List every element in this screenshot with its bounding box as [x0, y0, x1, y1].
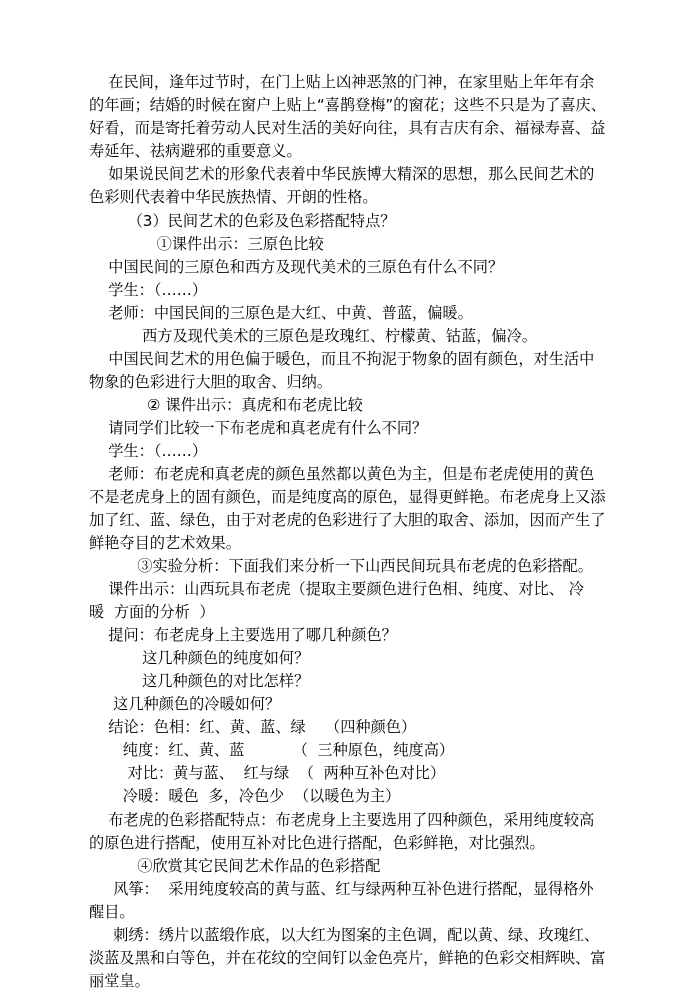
text-line: 刺绣：绣片以蓝缎作底，以大红为图案的主色调，配以黄、绿、玫瑰红、 — [89, 926, 600, 944]
text-line: 这几种颜色的纯度如何？ — [89, 649, 310, 667]
text-line: 的年画；结婚的时候在窗户上贴上“喜鹊登梅”的窗花；这些不只是为了喜庆、 — [89, 96, 606, 114]
text-line: 课件出示：山西玩具布老虎（提取主要颜色进行色相、纯度、对比、 冷 — [89, 580, 584, 598]
text-line: 这几种颜色的冷暖如何？ — [89, 695, 281, 713]
text-line: 风筝： 采用纯度较高的黄与蓝、红与绿两种互补色进行搭配，显得格外 — [89, 880, 594, 898]
text-line: 醒目。 — [89, 903, 135, 921]
text-line: 丽堂皇。 — [89, 972, 150, 990]
text-line: 不是老虎身上的固有颜色，而是纯度高的原色，显得更鲜艳。布老虎身上又添 — [89, 488, 606, 506]
text-line: 暖 方面的分析 ） — [89, 603, 215, 621]
text-line: 物象的色彩进行大胆的取舍、归纳。 — [89, 373, 332, 391]
text-line: 寿延年、祛病避邪的重要意义。 — [89, 142, 302, 160]
subsection-heading: ①课件出示：三原色比较 — [89, 235, 324, 253]
text-line: 中国民间的三原色和西方及现代美术的三原色有什么不同？ — [89, 258, 504, 276]
text-line: 提问：布老虎身上主要选用了哪几种颜色？ — [89, 626, 397, 644]
text-line: 老师：布老虎和真老虎的颜色虽然都以黄色为主，但是布老虎使用的黄色 — [89, 465, 595, 483]
text-line: 这几种颜色的对比怎样？ — [89, 672, 310, 690]
text-line: 纯度：红、黄、蓝 （ 三种原色，纯度高） — [89, 741, 455, 759]
text-line: 的原色进行搭配，使用互补对比色进行搭配，色彩鲜艳，对比强烈。 — [89, 834, 545, 852]
text-line: 如果说民间艺术的形象代表着中华民族博大精深的思想，那么民间艺术的 — [89, 165, 595, 183]
text-line: 冷暖：暖色 多，冷色少 （以暖色为主） — [89, 787, 401, 805]
subsection-heading: ② 课件出示：真虎和布老虎比较 — [89, 396, 363, 414]
text-line: 好看，而是寄托着劳动人民对生活的美好向往，具有吉庆有余、福禄寿喜、益 — [89, 119, 606, 137]
text-line: 请同学们比较一下布老虎和真老虎有什么不同？ — [89, 419, 428, 437]
text-line: 老师：中国民间的三原色是大红、中黄、普蓝，偏暖。 — [89, 304, 473, 322]
text-line: 学生：（……） — [89, 281, 208, 299]
text-line: 鲜艳夺目的艺术效果。 — [89, 534, 241, 552]
subsection-heading: ③实验分析：下面我们来分析一下山西民间玩具布老虎的色彩搭配。 — [89, 557, 593, 575]
text-line: 西方及现代美术的三原色是玫瑰红、柠檬黄、钴蓝，偏冷。 — [89, 327, 537, 345]
text-line: 结论：色相：红、黄、蓝、绿 （四种颜色） — [89, 718, 417, 736]
text-line: 加了红、蓝、绿色，由于对老虎的色彩进行了大胆的取舍、添加，因而产生了 — [89, 511, 606, 529]
section-heading: （3）民间艺术的色彩及色彩搭配特点？ — [89, 212, 396, 230]
text-line: 对比：黄与蓝、 红与绿 （ 两种互补色对比） — [89, 764, 446, 782]
subsection-heading: ④欣赏其它民间艺术作品的色彩搭配 — [89, 857, 381, 875]
text-line: 色彩则代表着中华民族热情、开朗的性格。 — [89, 188, 378, 206]
text-line: 淡蓝及黑和白等色，并在花纹的空间钉以金色亮片，鲜艳的色彩交相辉映、富 — [89, 949, 606, 967]
text-line: 在民间，逢年过节时，在门上贴上凶神恶煞的门神，在家里贴上年年有余 — [89, 73, 595, 91]
text-line: 布老虎的色彩搭配特点：布老虎身上主要选用了四种颜色，采用纯度较高 — [89, 811, 595, 829]
text-line: 中国民间艺术的用色偏于暖色，而且不拘泥于物象的固有颜色，对生活中 — [89, 350, 595, 368]
text-line: 学生：（……） — [89, 442, 208, 460]
